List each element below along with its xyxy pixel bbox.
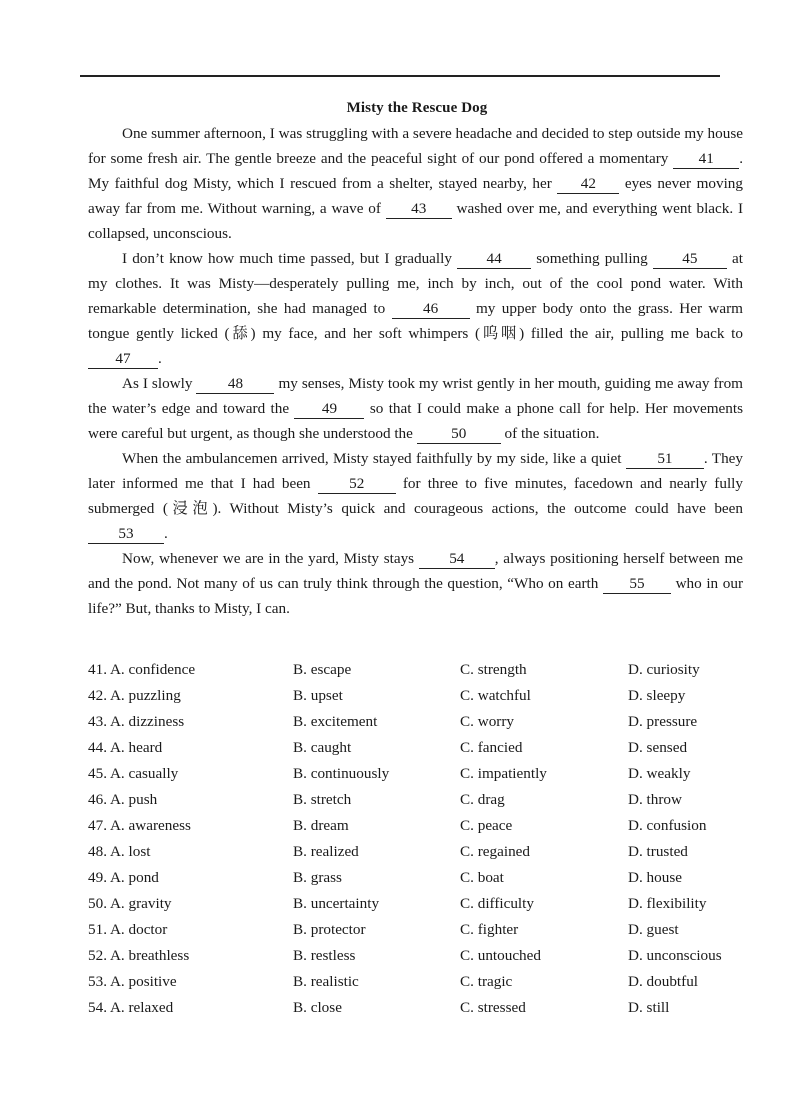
passage-text: As I slowly: [122, 375, 197, 392]
passage-text: .: [158, 350, 162, 367]
answer-choice[interactable]: 41. A. confidence: [88, 661, 196, 678]
answer-choice[interactable]: C. fancied: [460, 739, 523, 756]
passage-text: One summer afternoon, I was struggling with a severe headache and decided to step outside my house for some fresh air. The gentle breeze and the peaceful sight of our pond offered a momentary: [88, 125, 743, 167]
answer-choice[interactable]: 46. A. push: [88, 791, 158, 808]
answer-choice[interactable]: C. tragic: [460, 973, 513, 990]
answer-choice[interactable]: C. boat: [460, 869, 504, 886]
question-row: [88, 839, 748, 865]
answer-blank[interactable]: 47: [88, 350, 158, 369]
answer-choice[interactable]: B. close: [293, 999, 342, 1016]
paragraph: [88, 121, 743, 246]
answer-blank[interactable]: 53: [88, 525, 164, 544]
answer-choice[interactable]: C. peace: [460, 817, 513, 834]
answer-blank[interactable]: 49: [294, 400, 364, 419]
answer-blank[interactable]: 54: [419, 550, 495, 569]
question-row: [88, 787, 748, 813]
answer-choice[interactable]: 54. A. relaxed: [88, 999, 174, 1016]
passage-text: so that I could make a phone call for help. Her movements were careful but urgent, as though she understood the: [88, 400, 743, 442]
answer-blank[interactable]: 46: [392, 300, 470, 319]
answer-choice[interactable]: 53. A. positive: [88, 973, 177, 990]
answer-choice[interactable]: D. sensed: [628, 739, 688, 756]
passage-title: Misty the Rescue Dog: [346, 100, 488, 116]
answer-choice[interactable]: B. grass: [293, 869, 342, 886]
answer-choice[interactable]: 51. A. doctor: [88, 921, 168, 938]
paragraph: [88, 546, 743, 621]
passage-text: . My faithful dog Misty, which I rescued from a shelter, stayed nearby, her: [88, 150, 743, 192]
question-row: [88, 761, 748, 787]
answer-choice[interactable]: B. realistic: [293, 973, 359, 990]
question-row: [88, 709, 748, 735]
paragraph: [88, 246, 743, 371]
question-row: [88, 735, 748, 761]
passage-text: of the situation.: [500, 425, 600, 442]
answer-blank[interactable]: 51: [626, 450, 704, 469]
answer-choice[interactable]: 44. A. heard: [88, 739, 163, 756]
answer-choice[interactable]: D. house: [628, 869, 682, 886]
answer-blank[interactable]: 52: [318, 475, 396, 494]
passage-text: , always positioning herself between me and the pond. Not many of us can truly think through the question, “Who on earth: [88, 550, 744, 592]
answer-choice[interactable]: B. stretch: [293, 791, 352, 808]
answer-choice[interactable]: D. throw: [628, 791, 682, 808]
answer-choice[interactable]: C. worry: [460, 713, 514, 730]
answer-choice[interactable]: D. flexibility: [628, 895, 707, 912]
passage-text: my upper body onto the grass. Her warm tongue gently licked (舔) my face, and her soft whimpers (呜咽) filled the air, pulling me back to: [88, 300, 743, 342]
answer-blank[interactable]: 41: [673, 150, 739, 169]
answer-choice[interactable]: C. stressed: [460, 999, 526, 1016]
answer-blank[interactable]: 42: [557, 175, 619, 194]
question-row: [88, 683, 748, 709]
passage-text: eyes never moving away far from me. Without warning, a wave of: [88, 175, 743, 217]
answer-choice[interactable]: 48. A. lost: [88, 843, 151, 860]
answer-blank[interactable]: 48: [196, 375, 274, 394]
passage-text: who in our life?” But, thanks to Misty, I can.: [88, 575, 743, 617]
answer-choice[interactable]: C. strength: [460, 661, 527, 678]
question-row: [88, 917, 748, 943]
answer-choice[interactable]: 42. A. puzzling: [88, 687, 181, 704]
answer-choice[interactable]: C. difficulty: [460, 895, 534, 912]
answer-choice[interactable]: D. doubtful: [628, 973, 699, 990]
answer-blank[interactable]: 43: [386, 200, 452, 219]
question-row: [88, 969, 748, 995]
answer-choice[interactable]: D. unconscious: [628, 947, 722, 964]
question-row: [88, 891, 748, 917]
answer-choice[interactable]: 52. A. breathless: [88, 947, 190, 964]
passage-text: .: [164, 525, 168, 542]
top-divider: [80, 75, 720, 77]
answer-choice[interactable]: B. dream: [293, 817, 349, 834]
answer-choice[interactable]: D. pressure: [628, 713, 698, 730]
passage-text: I don’t know how much time passed, but I gradually: [122, 250, 458, 267]
answer-choice[interactable]: 47. A. awareness: [88, 817, 191, 834]
answer-choice[interactable]: B. restless: [293, 947, 356, 964]
passage-text: . They later informed me that I had been: [88, 450, 744, 492]
answer-choice[interactable]: D. sleepy: [628, 687, 686, 704]
answer-choice[interactable]: D. trusted: [628, 843, 688, 860]
passage-text: When the ambulancemen arrived, Misty stayed faithfully by my side, like a quiet: [122, 450, 626, 467]
answer-choice[interactable]: C. watchful: [460, 687, 531, 704]
answer-choice[interactable]: B. upset: [293, 687, 343, 704]
passage-text: something pulling: [531, 250, 653, 267]
passage-text: Now, whenever we are in the yard, Misty stays: [122, 550, 419, 567]
passage-text: for three to five minutes, facedown and nearly fully submerged (浸泡). Without Misty’s quick and courageous actions, the outcome could have been: [88, 475, 743, 517]
answer-choice[interactable]: C. impatiently: [460, 765, 547, 782]
answer-choice[interactable]: D. curiosity: [628, 661, 700, 678]
paragraph: [88, 371, 743, 446]
answer-options: [88, 657, 748, 1021]
answer-choice[interactable]: C. untouched: [460, 947, 541, 964]
answer-choice[interactable]: B. excitement: [293, 713, 378, 730]
answer-choice[interactable]: C. regained: [460, 843, 531, 860]
answer-blank[interactable]: 50: [417, 425, 501, 444]
answer-choice[interactable]: C. fighter: [460, 921, 519, 938]
answer-choice[interactable]: B. uncertainty: [293, 895, 380, 912]
answer-choice[interactable]: 45. A. casually: [88, 765, 179, 782]
answer-choice[interactable]: B. caught: [293, 739, 352, 756]
answer-choice[interactable]: D. still: [628, 999, 670, 1016]
passage: [88, 121, 743, 621]
answer-choice[interactable]: C. drag: [460, 791, 505, 808]
question-row: [88, 943, 748, 969]
answer-choice[interactable]: B. realized: [293, 843, 359, 860]
question-row: [88, 995, 748, 1021]
answer-choice[interactable]: D. weakly: [628, 765, 691, 782]
answer-choice[interactable]: 49. A. pond: [88, 869, 159, 886]
answer-choice[interactable]: D. guest: [628, 921, 679, 938]
answer-choice[interactable]: 50. A. gravity: [88, 895, 172, 912]
passage-text: washed over me, and everything went black. I collapsed, unconscious.: [88, 200, 744, 242]
answer-choice[interactable]: B. protector: [293, 921, 366, 938]
answer-choice[interactable]: B. continuously: [293, 765, 390, 782]
answer-blank[interactable]: 45: [653, 250, 727, 269]
question-row: [88, 657, 748, 683]
question-row: [88, 865, 748, 891]
answer-choice[interactable]: B. escape: [293, 661, 352, 678]
answer-choice[interactable]: D. confusion: [628, 817, 707, 834]
answer-blank[interactable]: 55: [603, 575, 671, 594]
question-row: [88, 813, 748, 839]
passage-text: at my clothes. It was Misty—desperately pulling me, inch by inch, out of the cool pond water. With remarkable determination, she had managed to: [88, 250, 744, 317]
answer-blank[interactable]: 44: [457, 250, 531, 269]
passage-text: my senses, Misty took my wrist gently in her mouth, guiding me away from the water’s edge and toward the: [88, 375, 743, 417]
paragraph: [88, 446, 743, 546]
answer-choice[interactable]: 43. A. dizziness: [88, 713, 185, 730]
